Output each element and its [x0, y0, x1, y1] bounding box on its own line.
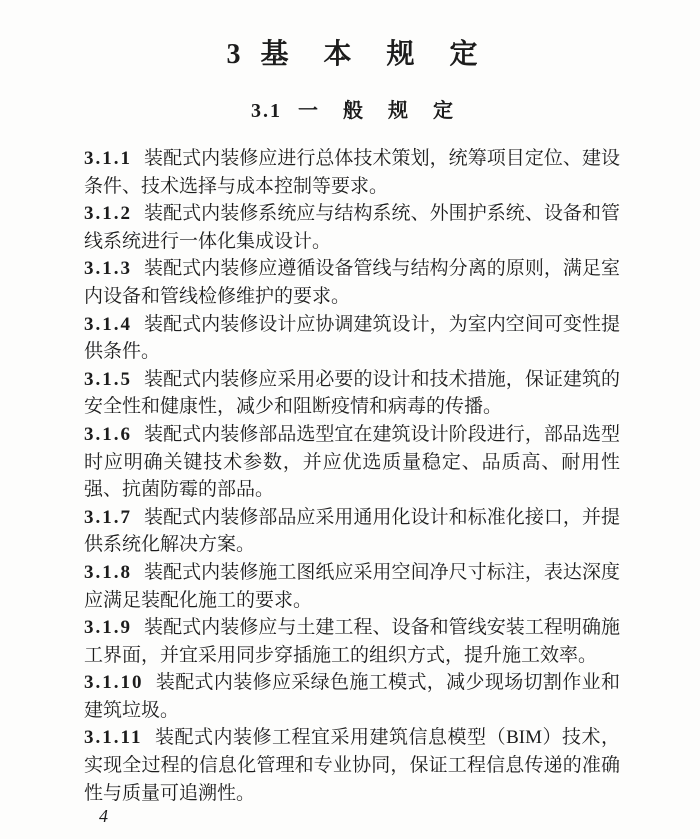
section-title — [84, 98, 620, 124]
section-number: 3.1 — [251, 100, 282, 122]
clause-number: 3.1.4 — [84, 313, 132, 335]
clause — [84, 724, 620, 807]
chapter-title-text: 基 本 规 定 — [260, 39, 492, 70]
clause-text: 装配式内装修应与土建工程、设备和管线安装工程明确施工界面，并宜采用同步穿插施工的组织方式，提升施工效率。 — [84, 617, 620, 666]
clause-text: 装配式内装修系统应与结构系统、外围护系统、设备和管线系统进行一体化集成设计。 — [84, 203, 620, 252]
clause-number: 3.1.3 — [84, 258, 132, 280]
clause — [84, 145, 620, 200]
clause-text: 装配式内装修设计应协调建筑设计，为室内空间可变性提供条件。 — [84, 313, 620, 363]
page-number: 4 — [99, 806, 108, 826]
clause-number: 3.1.1 — [84, 148, 132, 169]
clause-number: 3.1.6 — [84, 423, 132, 445]
clause — [84, 200, 620, 255]
clauses-list — [84, 145, 620, 807]
clause — [84, 421, 620, 504]
clause-number: 3.1.5 — [84, 368, 132, 390]
clause-text: 装配式内装修施工图纸应采用空间净尺寸标注，表达深度应满足装配化施工的要求。 — [84, 561, 620, 611]
clause-text: 装配式内装修应采绿色施工模式，减少现场切割作业和建筑垃圾。 — [84, 672, 620, 721]
clause-number: 3.1.8 — [84, 561, 132, 583]
clause — [84, 559, 620, 614]
clause-number: 3.1.9 — [84, 617, 132, 639]
clause — [84, 255, 620, 310]
clause-number: 3.1.11 — [84, 727, 143, 749]
clause-text: 装配式内装修工程宜采用建筑信息模型（BIM）技术，实现全过程的信息化管理和专业协同，保证工程信息传递的准确性与质量可追溯性。 — [84, 727, 620, 804]
clause — [84, 669, 620, 724]
section-title-text: 一 般 规 定 — [298, 100, 463, 122]
clause-text: 装配式内装修应遵循设备管线与结构分离的原则，满足室内设备和管线检修维护的要求。 — [84, 258, 620, 307]
clause — [84, 614, 620, 669]
clause — [84, 504, 620, 559]
chapter-number: 3 — [226, 39, 241, 70]
clause — [84, 311, 620, 366]
clause-number: 3.1.10 — [84, 672, 144, 694]
chapter-title — [84, 34, 620, 76]
clause-text: 装配式内装修应进行总体技术策划，统筹项目定位、建设条件、技术选择与成本控制等要求。 — [84, 148, 620, 197]
clause-number: 3.1.7 — [84, 506, 132, 528]
clause-text: 装配式内装修部品选型宜在建筑设计阶段进行，部品选型时应明确关键技术参数，并应优选质量稳定、品质高、耐用性强、抗菌防霉的部品。 — [84, 423, 620, 501]
clause-text: 装配式内装修应采用必要的设计和技术措施，保证建筑的安全性和健康性，减少和阻断疫情和病毒的传播。 — [84, 368, 620, 418]
clause-number: 3.1.2 — [84, 203, 132, 225]
clause-text: 装配式内装修部品应采用通用化设计和标准化接口，并提供系统化解决方案。 — [84, 506, 620, 556]
clause — [84, 366, 620, 421]
